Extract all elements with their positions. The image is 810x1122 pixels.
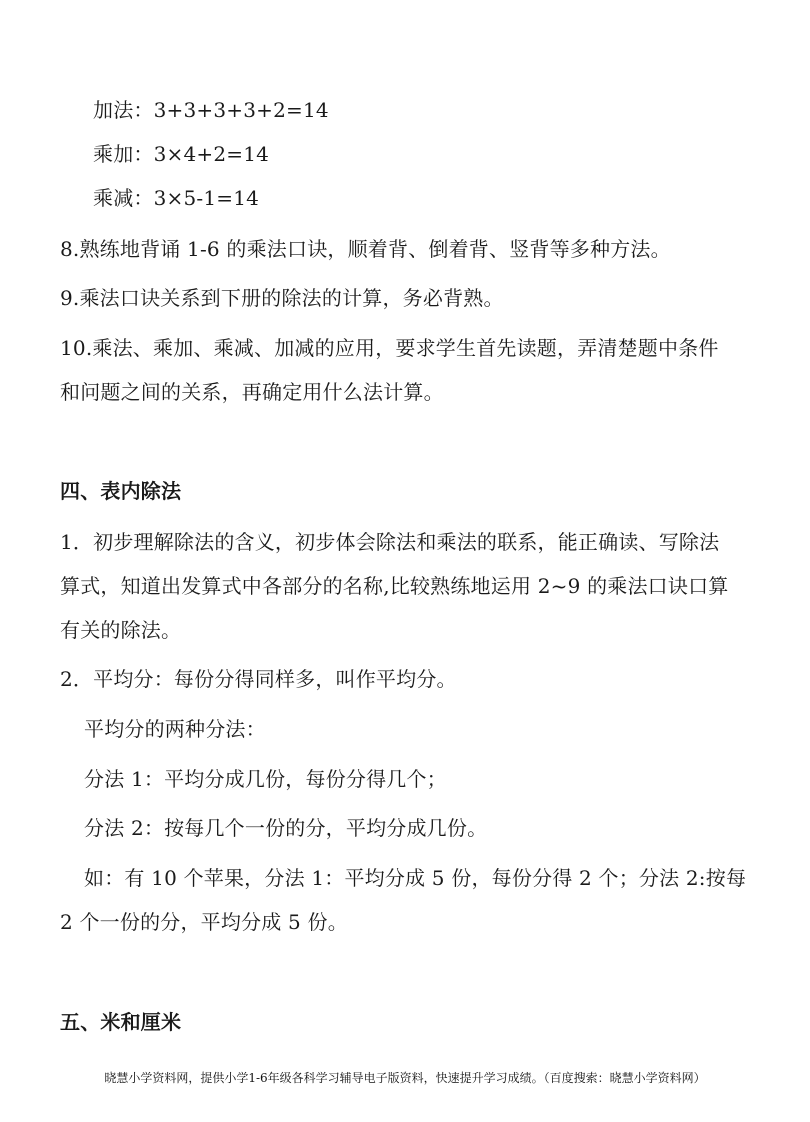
example-multiply-add: 乘加：3×4+2=14 — [93, 142, 270, 166]
div-item-1-line-2: 算式，知道出发算式中各部分的名称,比较熟练地运用 2~9 的乘法口诀口算 — [60, 574, 729, 598]
item-10-line-1: 10.乘法、乘加、乘减、加减的应用，要求学生首先读题，弄清楚题中条件 — [60, 336, 719, 360]
item-10-line-2: 和问题之间的关系，再确定用什么法计算。 — [60, 380, 444, 404]
page-footer: 晓慧小学资料网，提供小学1-6年级各科学习辅导电子版资料，快速提升学习成绩。（百度搜索：晓慧小学资料网） — [104, 1071, 706, 1085]
div-item-2: 2．平均分：每份分得同样多，叫作平均分。 — [60, 667, 457, 691]
example-addition: 加法：3+3+3+3+2=14 — [93, 98, 329, 122]
example-multiply-subtract: 乘减：3×5-1=14 — [93, 186, 260, 210]
item-8: 8.熟练地背诵 1-6 的乘法口诀，顺着背、倒着背、竖背等多种方法。 — [60, 237, 671, 261]
avg-methods-title: 平均分的两种分法： — [84, 717, 266, 741]
div-item-1-line-3: 有关的除法。 — [60, 618, 182, 642]
example-line-2: 2 个一份的分，平均分成 5 份。 — [60, 910, 348, 934]
section-heading-4: 四、表内除法 — [60, 479, 182, 503]
avg-method-2: 分法 2：按每几个一份的分，平均分成几份。 — [84, 816, 488, 840]
div-item-1-line-1: 1．初步理解除法的含义，初步体会除法和乘法的联系，能正确读、写除法 — [60, 530, 720, 554]
avg-method-1: 分法 1：平均分成几份，每份分得几个； — [84, 767, 447, 791]
example-line-1: 如：有 10 个苹果，分法 1：平均分成 5 份，每份分得 2 个；分法 2:按每 — [84, 866, 747, 890]
section-heading-5: 五、米和厘米 — [60, 1010, 182, 1034]
item-9: 9.乘法口诀关系到下册的除法的计算，务必背熟。 — [60, 286, 504, 310]
